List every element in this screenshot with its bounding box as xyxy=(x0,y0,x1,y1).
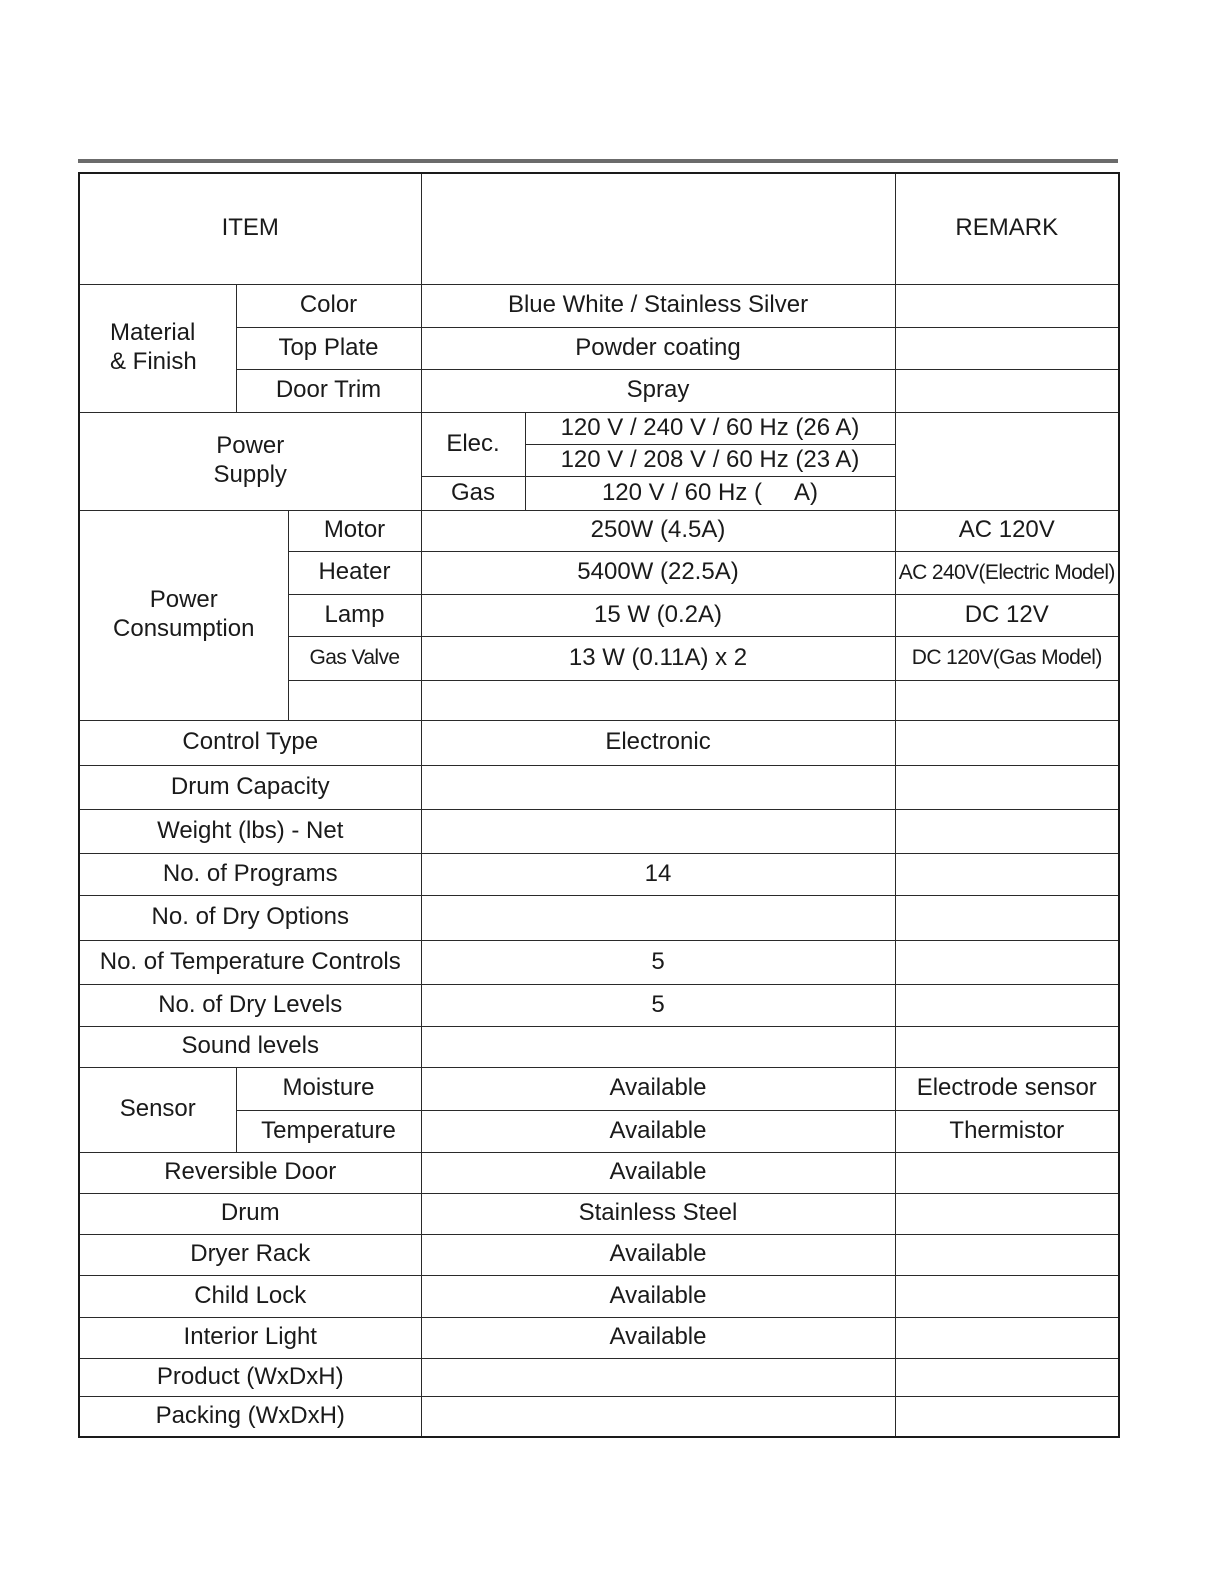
consumption-sub-label: Gas Valve xyxy=(288,636,421,680)
sensor-value: Available xyxy=(421,1110,895,1152)
row-remark xyxy=(895,1193,1119,1234)
table-row xyxy=(79,1275,1119,1317)
table-row xyxy=(79,1358,1119,1396)
power-supply-gas-label: Gas xyxy=(421,476,525,510)
table-row xyxy=(79,984,1119,1026)
consumption-value: 15 W (0.2A) xyxy=(421,594,895,636)
row-item: Interior Light xyxy=(79,1317,421,1358)
power-supply-elec-value: 120 V / 240 V / 60 Hz (26 A) xyxy=(525,412,895,444)
material-sub-label: Door Trim xyxy=(236,369,421,412)
consumption-sub-label: Motor xyxy=(288,510,421,551)
material-value: Spray xyxy=(421,369,895,412)
row-value xyxy=(421,765,895,809)
table-row xyxy=(79,809,1119,853)
row-value: Electronic xyxy=(421,720,895,765)
row-value xyxy=(421,1396,895,1437)
material-sub-label: Top Plate xyxy=(236,327,421,369)
row-item: Drum xyxy=(79,1193,421,1234)
consumption-sub-label xyxy=(288,680,421,720)
row-remark xyxy=(895,765,1119,809)
row-remark xyxy=(895,720,1119,765)
sensor-remark: Electrode sensor xyxy=(895,1067,1119,1110)
table-row xyxy=(79,510,1119,551)
material-value: Blue White / Stainless Silver xyxy=(421,284,895,327)
row-value: Available xyxy=(421,1152,895,1193)
table-row xyxy=(79,412,1119,444)
table-row xyxy=(79,853,1119,895)
sensor-sub-label: Moisture xyxy=(236,1067,421,1110)
sensor-sub-label: Temperature xyxy=(236,1110,421,1152)
consumption-value: 250W (4.5A) xyxy=(421,510,895,551)
consumption-value: 5400W (22.5A) xyxy=(421,551,895,594)
row-item: Dryer Rack xyxy=(79,1234,421,1275)
sensor-remark: Thermistor xyxy=(895,1110,1119,1152)
row-remark xyxy=(895,809,1119,853)
header-item: ITEM xyxy=(79,173,421,284)
row-value: Available xyxy=(421,1234,895,1275)
row-value: 14 xyxy=(421,853,895,895)
row-remark xyxy=(895,984,1119,1026)
table-row xyxy=(79,1026,1119,1067)
row-item: Child Lock xyxy=(79,1275,421,1317)
consumption-remark xyxy=(895,680,1119,720)
row-item: No. of Programs xyxy=(79,853,421,895)
consumption-value xyxy=(421,680,895,720)
consumption-sub-label: Lamp xyxy=(288,594,421,636)
row-remark xyxy=(895,1152,1119,1193)
row-remark xyxy=(895,853,1119,895)
row-value: Available xyxy=(421,1275,895,1317)
row-value xyxy=(421,809,895,853)
sensor-value: Available xyxy=(421,1067,895,1110)
sensor-label: Sensor xyxy=(79,1067,236,1152)
table-row xyxy=(79,940,1119,984)
material-sub-label: Color xyxy=(236,284,421,327)
row-item: No. of Dry Options xyxy=(79,895,421,940)
consumption-sub-label: Heater xyxy=(288,551,421,594)
table-row xyxy=(79,1193,1119,1234)
row-value: 5 xyxy=(421,940,895,984)
material-finish-label: Material & Finish xyxy=(79,284,236,412)
header-value xyxy=(421,173,895,284)
row-item: Packing (WxDxH) xyxy=(79,1396,421,1437)
row-item: No. of Dry Levels xyxy=(79,984,421,1026)
power-supply-label: Power Supply xyxy=(79,412,421,510)
power-supply-remark xyxy=(895,412,1119,510)
consumption-remark: DC 120V(Gas Model) xyxy=(895,636,1119,680)
consumption-remark: AC 240V(Electric Model) xyxy=(895,551,1119,594)
row-value xyxy=(421,1026,895,1067)
table-row xyxy=(79,895,1119,940)
row-item: Sound levels xyxy=(79,1026,421,1067)
table-row xyxy=(79,720,1119,765)
row-item: Drum Capacity xyxy=(79,765,421,809)
row-value: 5 xyxy=(421,984,895,1026)
table-row xyxy=(79,1317,1119,1358)
row-remark xyxy=(895,1275,1119,1317)
table-row xyxy=(79,765,1119,809)
row-value xyxy=(421,1358,895,1396)
row-remark xyxy=(895,1396,1119,1437)
table-header-row xyxy=(79,173,1119,284)
row-value: Stainless Steel xyxy=(421,1193,895,1234)
power-consumption-label: Power Consumption xyxy=(79,510,288,720)
material-remark xyxy=(895,327,1119,369)
row-remark xyxy=(895,1026,1119,1067)
row-remark xyxy=(895,895,1119,940)
power-supply-elec-value: 120 V / 208 V / 60 Hz (23 A) xyxy=(525,444,895,476)
row-value: Available xyxy=(421,1317,895,1358)
table-row xyxy=(79,1152,1119,1193)
row-item: Product (WxDxH) xyxy=(79,1358,421,1396)
row-remark xyxy=(895,1234,1119,1275)
table-row xyxy=(79,1396,1119,1437)
row-item: Weight (lbs) - Net xyxy=(79,809,421,853)
power-supply-elec-label: Elec. xyxy=(421,412,525,476)
row-remark xyxy=(895,940,1119,984)
table-row xyxy=(79,284,1119,327)
material-remark xyxy=(895,369,1119,412)
power-supply-gas-value: 120 V / 60 Hz ( A) xyxy=(525,476,895,510)
row-remark xyxy=(895,1317,1119,1358)
top-divider-rule xyxy=(78,159,1118,163)
table-row xyxy=(79,1234,1119,1275)
row-item: Control Type xyxy=(79,720,421,765)
consumption-remark: AC 120V xyxy=(895,510,1119,551)
consumption-value: 13 W (0.11A) x 2 xyxy=(421,636,895,680)
row-value xyxy=(421,895,895,940)
table-row xyxy=(79,1067,1119,1110)
header-remark: REMARK xyxy=(895,173,1119,284)
row-item: Reversible Door xyxy=(79,1152,421,1193)
consumption-remark: DC 12V xyxy=(895,594,1119,636)
material-remark xyxy=(895,284,1119,327)
material-value: Powder coating xyxy=(421,327,895,369)
row-item: No. of Temperature Controls xyxy=(79,940,421,984)
row-remark xyxy=(895,1358,1119,1396)
specification-table xyxy=(78,172,1120,1438)
